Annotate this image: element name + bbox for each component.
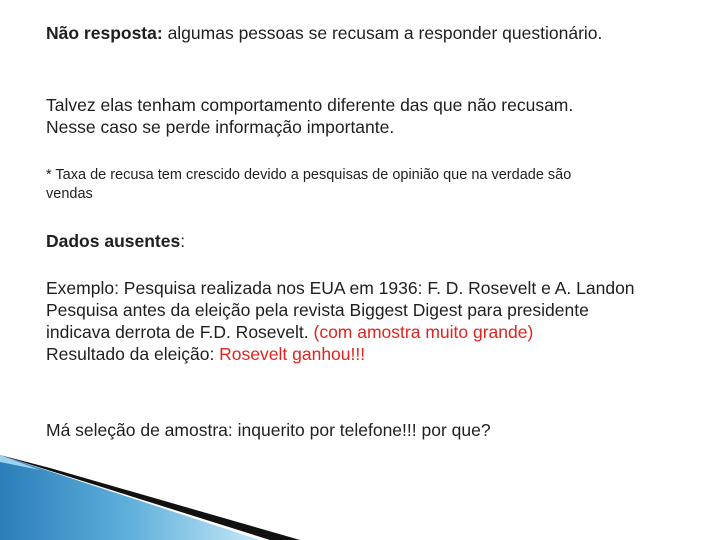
example-line-3: indicava derrota de F.D. Rosevelt. <box>46 322 314 342</box>
election-result: Rosevelt ganhou!!! <box>219 344 366 364</box>
bad-selection-text: Má seleção de amostra: inquerito por telefone!!! por que? <box>46 420 491 440</box>
election-result-label: Resultado da eleição: <box>46 344 220 364</box>
large-sample-note: (com amostra muito grande) <box>313 322 534 342</box>
blue-swoosh-shape <box>0 455 260 540</box>
missing-data-heading: Dados ausentes <box>46 231 181 251</box>
behavior-line-2: Nesse caso se perde informação importante. <box>46 117 395 137</box>
missing-data-colon: : <box>180 231 186 251</box>
example-line-2: Pesquisa antes da eleição pela revista Biggest Digest para presidente <box>46 300 589 320</box>
non-response-text: algumas pessoas se recusam a responder questionário. <box>162 23 603 43</box>
refusal-note-text: * Taxa de recusa tem crescido devido a pesquisas de opinião que na verdade são vendas <box>46 167 572 202</box>
non-response-heading: Não resposta: <box>46 23 163 43</box>
example-line-1: Exemplo: Pesquisa realizada nos EUA em 1936: F. D. Rosevelt e A. Landon <box>46 278 635 298</box>
behavior-line-1: Talvez elas tenham comportamento diferente das que não recusam. <box>46 95 574 115</box>
